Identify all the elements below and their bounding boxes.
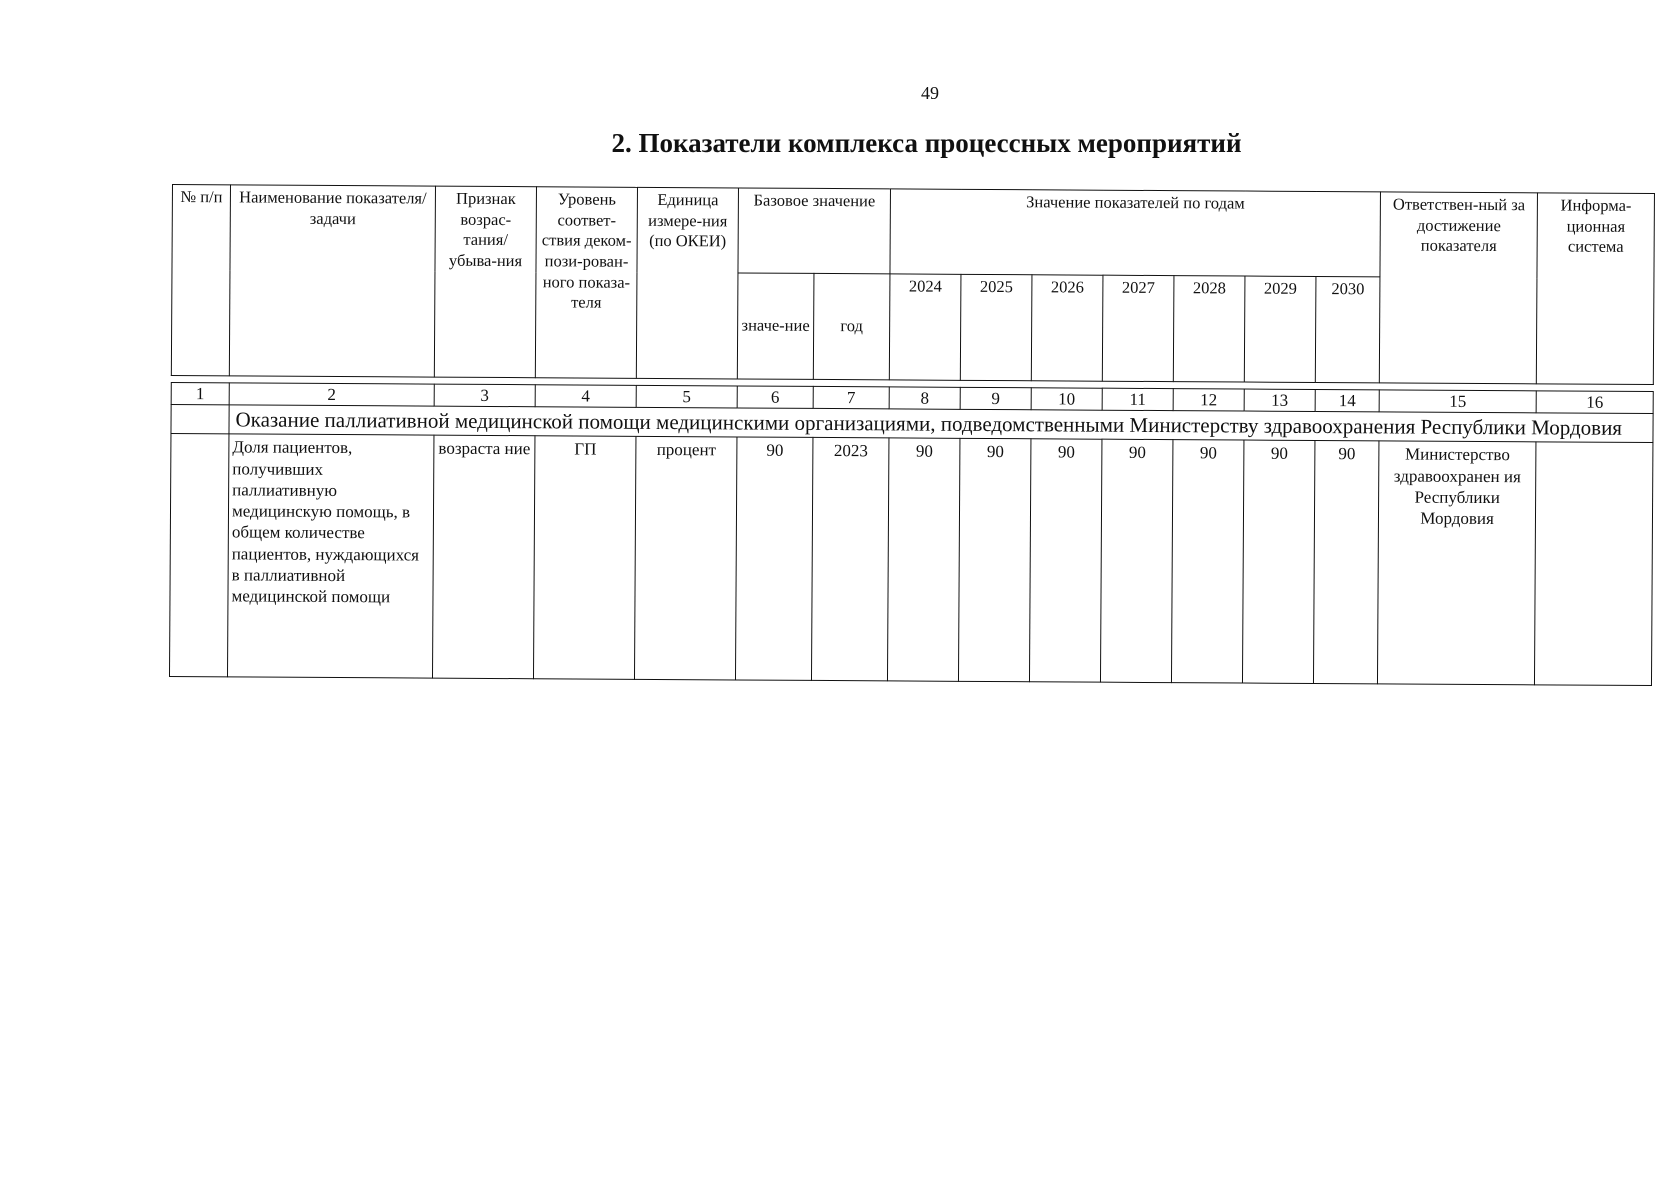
- column-number: 11: [1102, 388, 1173, 411]
- cell-value-2026: 90: [1029, 439, 1101, 682]
- header-level: Уровень соответ-ствия деком-пози-рован-ного показа-теля: [535, 187, 637, 379]
- indicators-table: [169, 184, 1655, 686]
- column-number: 7: [813, 386, 889, 409]
- column-number: 13: [1244, 389, 1315, 412]
- indicators-table-wrapper: [169, 184, 1634, 686]
- cell-value-2028: 90: [1171, 440, 1243, 683]
- section-num-cell: [171, 405, 229, 434]
- header-responsible: Ответствен-ный за достижение показателя: [1379, 192, 1537, 384]
- cell-base-value: 90: [735, 437, 812, 680]
- header-year-2028: 2028: [1173, 276, 1245, 382]
- column-number: 12: [1173, 389, 1244, 412]
- column-number: 2: [229, 383, 434, 407]
- column-number: 16: [1536, 391, 1653, 414]
- header-year-2024: 2024: [889, 274, 961, 380]
- header-unit: Единица измере-ния (по ОКЕИ): [636, 187, 738, 379]
- header-base: Базовое значение: [738, 188, 891, 274]
- header-year-2026: 2026: [1031, 275, 1103, 381]
- cell-value-2025: 90: [958, 439, 1030, 682]
- column-number: 1: [171, 382, 229, 405]
- page-number: 49: [921, 83, 939, 103]
- header-name: Наименование показателя/задачи: [229, 185, 435, 377]
- header-info-system: Информа-ционная система: [1536, 193, 1654, 385]
- section-title: Оказание паллиативной медицинской помощи медицинскими организациями, подведомственными Министерству здравоохранения Республики Мордовия: [229, 405, 1653, 443]
- table-row: [169, 434, 1653, 686]
- column-number: 14: [1315, 389, 1379, 412]
- header-trend: Признак возрас-тания/ убыва-ния: [434, 186, 536, 378]
- cell-value-2030: 90: [1313, 441, 1379, 684]
- header-base-year: год: [813, 273, 890, 379]
- header-base-value: значе-ние: [737, 273, 814, 379]
- header-year-2027: 2027: [1102, 275, 1174, 381]
- column-number: 9: [960, 387, 1031, 410]
- header-year-2030: 2030: [1315, 276, 1380, 382]
- cell-value-2029: 90: [1242, 440, 1314, 683]
- column-number: 6: [737, 386, 813, 409]
- cell-level: ГП: [533, 436, 635, 680]
- column-number: 8: [889, 387, 960, 410]
- page-title: 2. Показатели комплекса процессных мероприятий: [611, 128, 1242, 158]
- column-number: 10: [1031, 388, 1102, 411]
- cell-info-system: [1535, 442, 1653, 686]
- cell-value-2027: 90: [1100, 440, 1172, 683]
- cell-unit: процент: [634, 437, 736, 681]
- cell-base-year: 2023: [811, 438, 888, 681]
- column-number: 5: [636, 385, 737, 408]
- header-year-2025: 2025: [960, 274, 1032, 380]
- column-number: 3: [434, 384, 535, 407]
- column-number: 15: [1379, 390, 1536, 413]
- header-num: № п/п: [171, 185, 230, 376]
- cell-indicator-name: Доля пациентов, получивших паллиативную медицинскую помощь, в общем количестве пациентов, нуждающихся в паллиативной медицинской помощи: [227, 434, 433, 678]
- header-year-2029: 2029: [1244, 276, 1316, 382]
- cell-num: [169, 434, 228, 677]
- cell-responsible: Министерство здравоохранен ия Республики Мордовия: [1378, 441, 1536, 685]
- column-number: 4: [535, 385, 636, 408]
- cell-trend: возраста ние: [432, 435, 534, 679]
- header-years-group: Значение показателей по годам: [890, 189, 1381, 277]
- cell-value-2024: 90: [887, 438, 959, 681]
